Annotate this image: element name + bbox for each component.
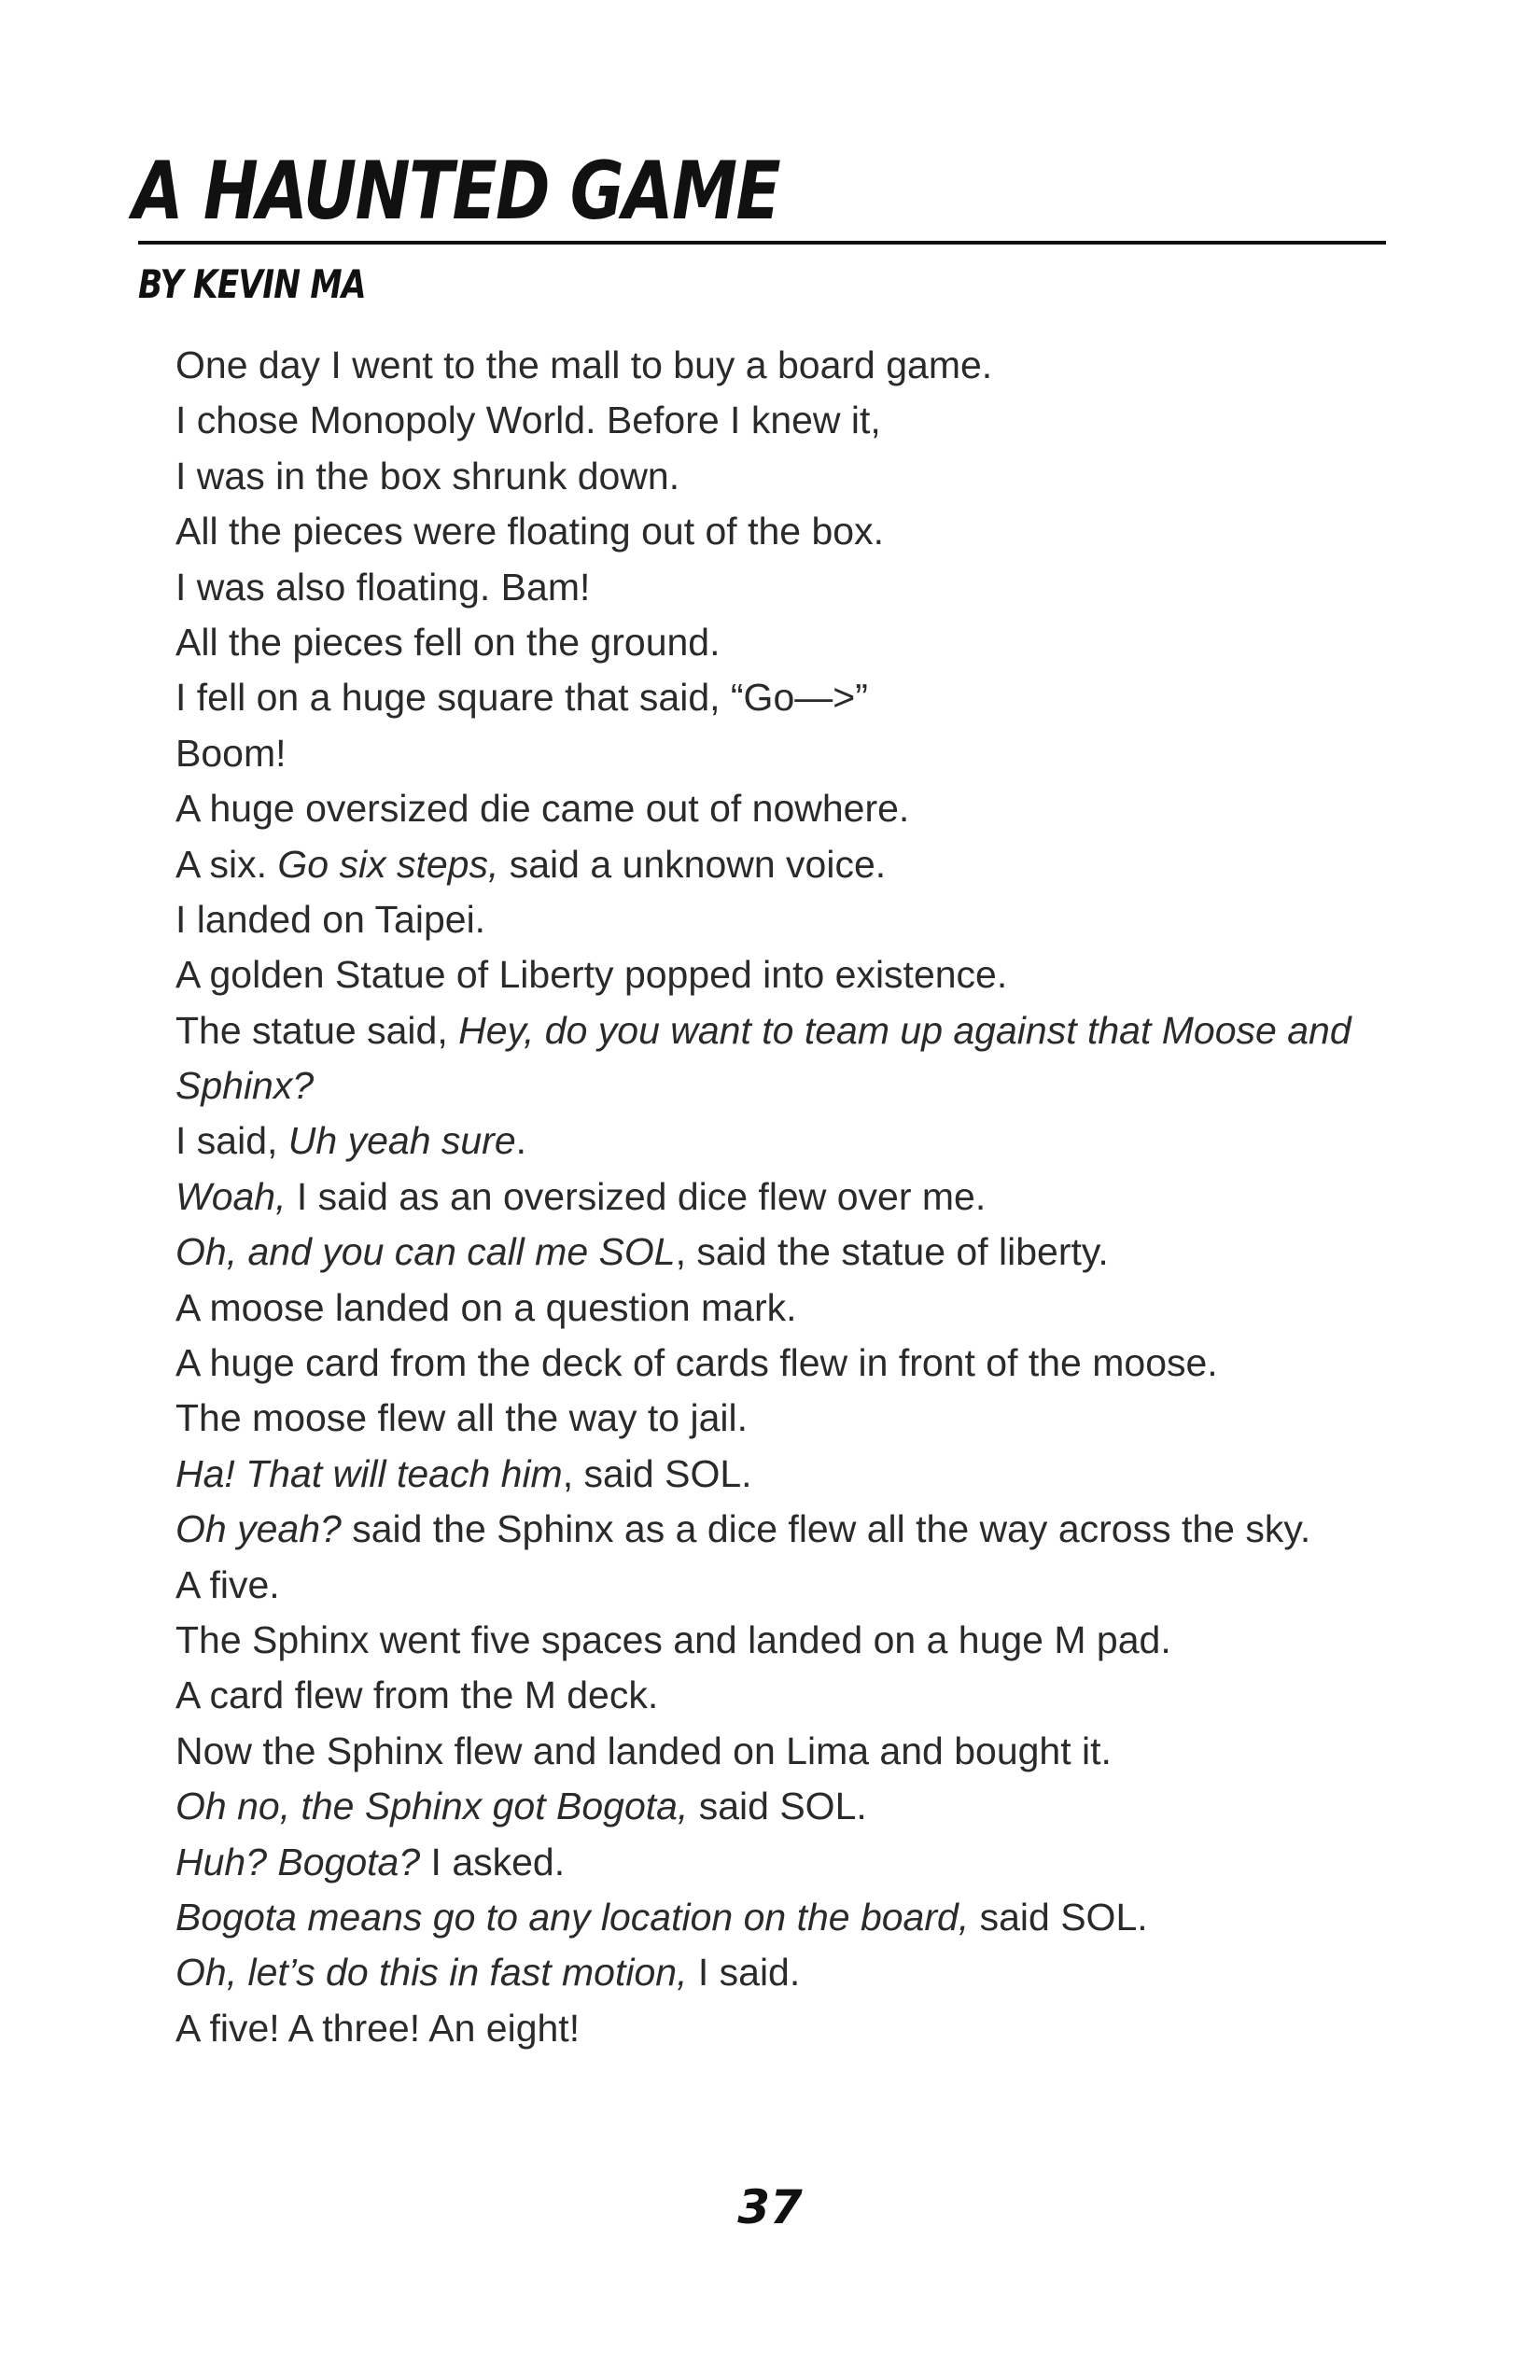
poem-line — [175, 449, 1407, 504]
poem-line — [175, 1945, 1407, 2000]
poem-italic-text: Ha! That will teach him — [175, 1451, 563, 1495]
poem-text: A five. — [175, 1562, 280, 1606]
poem-text: I landed on Taipei. — [175, 897, 486, 941]
poem-text: The statue said, — [175, 1008, 459, 1052]
poem-italic-text: Woah, — [175, 1174, 287, 1218]
poem-text: A moose landed on a question mark. — [175, 1285, 797, 1329]
poem-text: The Sphinx went five spaces and landed on a huge M pad. — [175, 1617, 1171, 1661]
poem-italic-text: Uh yeah sure — [287, 1119, 516, 1163]
poem-line — [175, 1835, 1407, 1890]
page-title: A HAUNTED GAME — [133, 145, 780, 238]
poem-text: A huge card from the deck of cards flew in front of the moose. — [175, 1341, 1218, 1385]
poem-text: A six. — [175, 842, 278, 886]
poem-text: I said. — [687, 1951, 801, 1995]
poem-line — [175, 1724, 1407, 1779]
title-divider — [138, 241, 1386, 245]
poem-text: A five! A three! An eight! — [175, 2006, 581, 2050]
poem-text: I asked. — [420, 1840, 566, 1883]
poem-line — [175, 726, 1407, 781]
poem-line — [175, 1003, 1407, 1058]
poem-line — [175, 1779, 1407, 1834]
poem-italic-text: Oh no, the Sphinx got Bogota, — [175, 1785, 689, 1828]
poem-italic-text: Bogota means go to any location on the board, — [175, 1895, 970, 1939]
poem-text: All the pieces were floating out of the box. — [175, 510, 884, 553]
poem-line — [175, 1169, 1407, 1225]
poem-line — [175, 947, 1407, 1002]
poem-text: All the pieces fell on the ground. — [175, 620, 721, 664]
poem-line — [175, 1668, 1407, 1723]
poem-italic-text: Huh? Bogota? — [175, 1840, 421, 1883]
poem-line — [175, 1447, 1407, 1502]
poem-line — [175, 781, 1407, 836]
poem-italic-text: Oh, let’s do this in fast motion, — [175, 1951, 688, 1995]
poem-text: I chose Monopoly World. Before I knew it, — [175, 399, 881, 442]
poem-text: I said, — [175, 1119, 288, 1163]
poem-text: Boom! — [175, 731, 287, 775]
poem-text: said SOL. — [688, 1785, 867, 1828]
page-number: 37 — [737, 2180, 803, 2234]
poem-text: One day I went to the mall to buy a board game. — [175, 343, 993, 386]
poem-line — [175, 1113, 1407, 1169]
poem-line — [175, 670, 1407, 725]
poem-line — [175, 2001, 1407, 2056]
poem-line — [175, 1336, 1407, 1391]
poem-text: . — [515, 1119, 527, 1163]
poem-line — [175, 1890, 1407, 1945]
poem-line — [175, 615, 1407, 670]
poem-line — [175, 1225, 1407, 1280]
poem-text: A huge oversized die came out of nowhere. — [175, 787, 910, 831]
poem-text: The moose flew all the way to jail. — [175, 1396, 748, 1440]
poem-line — [175, 892, 1407, 947]
poem-line — [175, 1558, 1407, 1613]
poem-italic-text: Sphinx? — [175, 1064, 315, 1108]
poem-line — [175, 560, 1407, 615]
poem-text: A card flew from the M deck. — [175, 1673, 659, 1717]
poem-italic-text: Oh, and you can call me SOL — [175, 1230, 676, 1274]
poem-text: said SOL. — [969, 1895, 1148, 1939]
poem-line — [175, 1058, 1407, 1113]
poem-text: I fell on a huge square that said, “Go—>” — [175, 676, 868, 720]
poem-line — [175, 393, 1407, 448]
poem-line — [175, 338, 1407, 393]
poem-line — [175, 1281, 1407, 1336]
poem-text: , said SOL. — [562, 1451, 752, 1495]
poem-line — [175, 837, 1407, 892]
poem-line — [175, 504, 1407, 559]
poem-line — [175, 1391, 1407, 1446]
poem-text: I was in the box shrunk down. — [175, 454, 680, 497]
poem-text: said a unknown voice. — [498, 842, 887, 886]
poem-line — [175, 1613, 1407, 1668]
poem-line — [175, 1502, 1407, 1557]
poem-italic-text: Oh yeah? — [175, 1507, 342, 1551]
poem-body — [175, 338, 1407, 2056]
poem-text: , said the statue of liberty. — [675, 1230, 1109, 1274]
poem-text: I was also floating. Bam! — [175, 565, 591, 609]
poem-text: Now the Sphinx flew and landed on Lima and bought it. — [175, 1729, 1112, 1772]
byline: BY KEVIN MA — [138, 261, 366, 307]
poem-italic-text: Go six steps, — [277, 842, 499, 886]
poem-italic-text: Hey, do you want to team up against that Moose and — [458, 1008, 1351, 1052]
poem-text: said the Sphinx as a dice flew all the way across the sky. — [341, 1507, 1311, 1551]
poem-text: I said as an oversized dice flew over me. — [286, 1174, 987, 1218]
poem-text: A golden Statue of Liberty popped into existence. — [175, 953, 1008, 997]
